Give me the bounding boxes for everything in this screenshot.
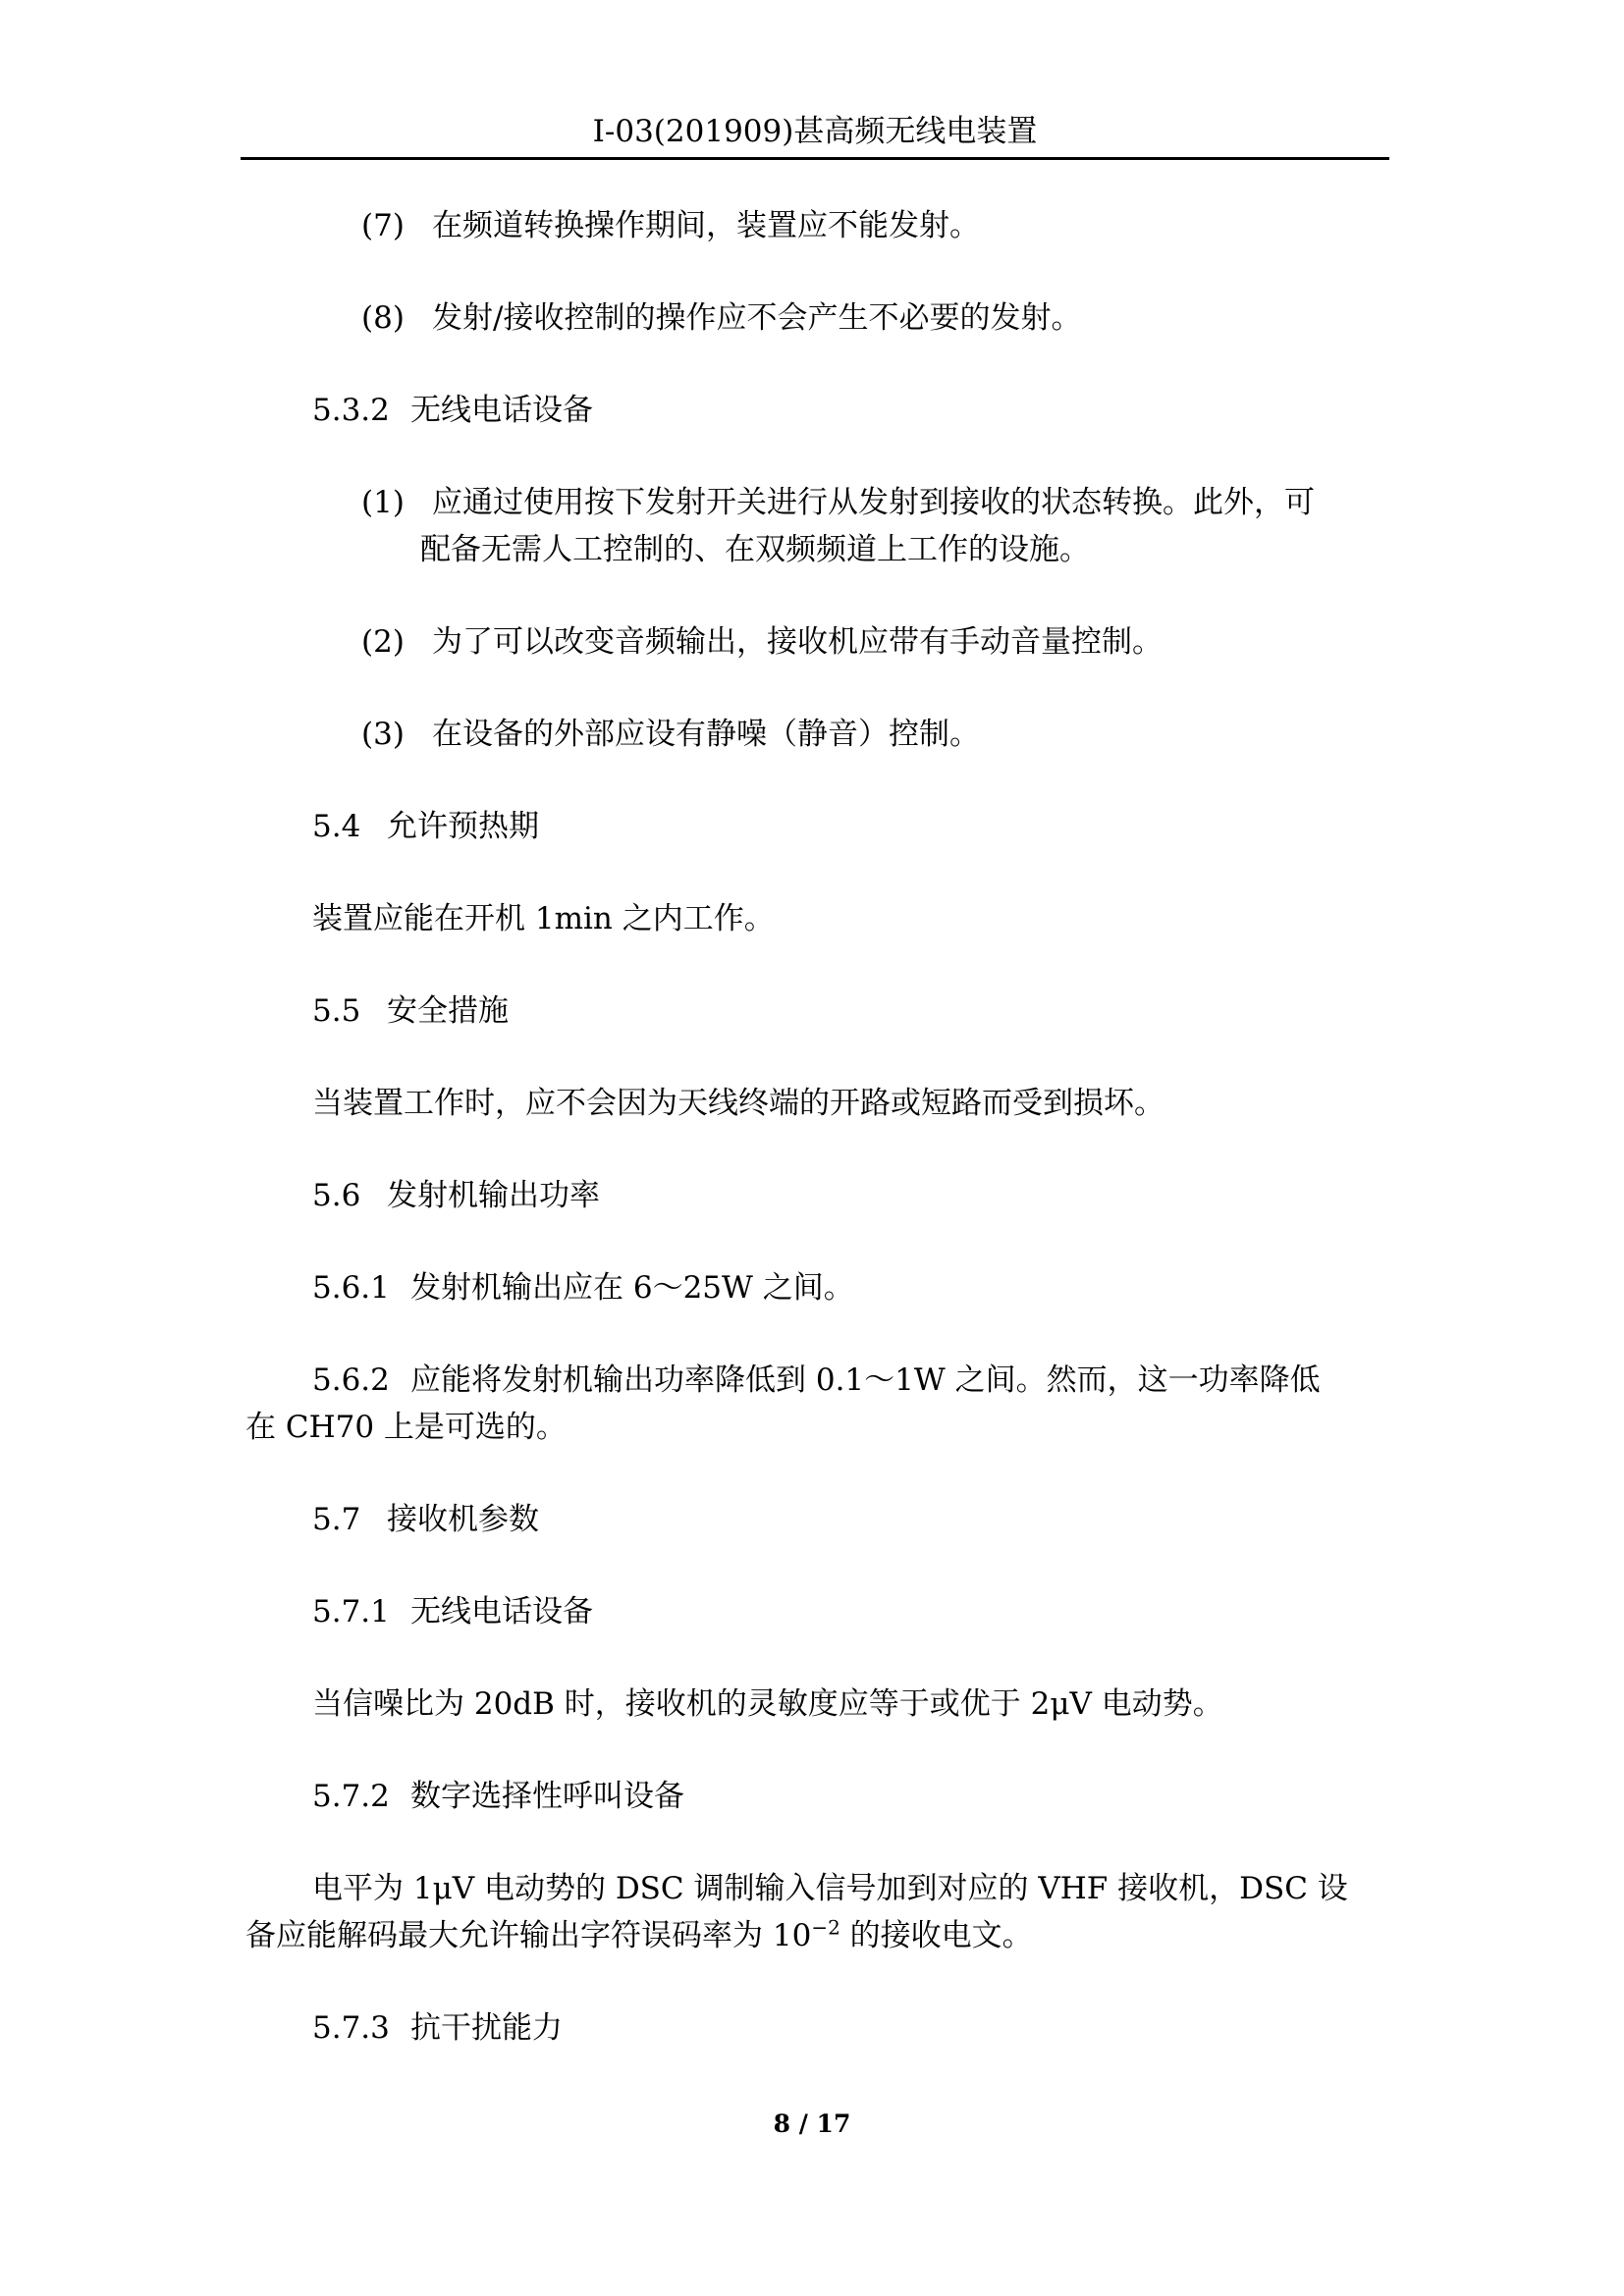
section-text: 发射机输出应在 6～25W 之间。 (410, 1270, 854, 1306)
section-heading: 发射机输出功率 (387, 1178, 600, 1213)
section-text-continuation: 在 CH70 上是可选的。 (245, 1410, 567, 1445)
section-number: 5.6.1 (312, 1270, 390, 1306)
section-number: 5.7.2 (312, 1779, 390, 1814)
section-number: 5.3.2 (312, 393, 390, 428)
section-heading: 允许预热期 (387, 809, 539, 844)
section-heading: 接收机参数 (387, 1502, 539, 1537)
paragraph: 电平为 1μV 电动势的 DSC 调制输入信号加到对应的 VHF 接收机，DSC 设 (312, 1871, 1348, 1906)
item-text: 应通过使用按下发射开关进行从发射到接收的状态转换。此外，可 (432, 485, 1315, 520)
item-number: (7) (361, 208, 405, 243)
section-heading: 无线电话设备 (410, 393, 593, 428)
paragraph: 当信噪比为 20dB 时，接收机的灵敏度应等于或优于 2μV 电动势。 (312, 1686, 1223, 1722)
page-header: I-03(201909)甚高频无线电装置 (592, 114, 1038, 149)
section-number: 5.4 (312, 809, 361, 844)
item-number: (2) (361, 624, 405, 660)
item-text: 在设备的外部应设有静噪（静音）控制。 (432, 717, 980, 752)
page-number: 8 / 17 (773, 2109, 851, 2138)
section-number: 5.7 (312, 1502, 361, 1537)
item-number: (8) (361, 300, 405, 336)
paragraph: 当装置工作时，应不会因为天线终端的开路或短路而受到损坏。 (312, 1086, 1164, 1121)
section-number: 5.6.2 (312, 1362, 390, 1398)
section-number: 5.6 (312, 1178, 361, 1213)
paragraph-continuation (245, 1916, 1033, 1955)
section-heading: 抗干扰能力 (410, 2010, 563, 2046)
header-rule (241, 157, 1389, 160)
section-number: 5.7.3 (312, 2010, 390, 2046)
section-number: 5.7.1 (312, 1594, 390, 1629)
section-heading: 安全措施 (387, 993, 509, 1029)
item-text: 为了可以改变音频输出，接收机应带有手动音量控制。 (432, 624, 1163, 660)
paragraph-text: 备应能解码最大允许输出字符误码率为 10 (245, 1918, 812, 1953)
paragraph: 装置应能在开机 1min 之内工作。 (312, 901, 775, 936)
section-heading: 无线电话设备 (410, 1594, 593, 1629)
item-number: (1) (361, 485, 405, 520)
section-number: 5.5 (312, 993, 361, 1029)
section-heading: 数字选择性呼叫设备 (410, 1779, 684, 1814)
section-text: 应能将发射机输出功率降低到 0.1～1W 之间。然而，这一功率降低 (410, 1362, 1321, 1398)
paragraph-text: 的接收电文。 (839, 1918, 1033, 1953)
item-text: 在频道转换操作期间，装置应不能发射。 (432, 208, 980, 243)
item-text: 发射/接收控制的操作应不会产生不必要的发射。 (432, 300, 1082, 336)
exponent: −2 (811, 1915, 840, 1940)
item-number: (3) (361, 717, 405, 752)
item-text-continuation: 配备无需人工控制的、在双频频道上工作的设施。 (420, 532, 1090, 567)
